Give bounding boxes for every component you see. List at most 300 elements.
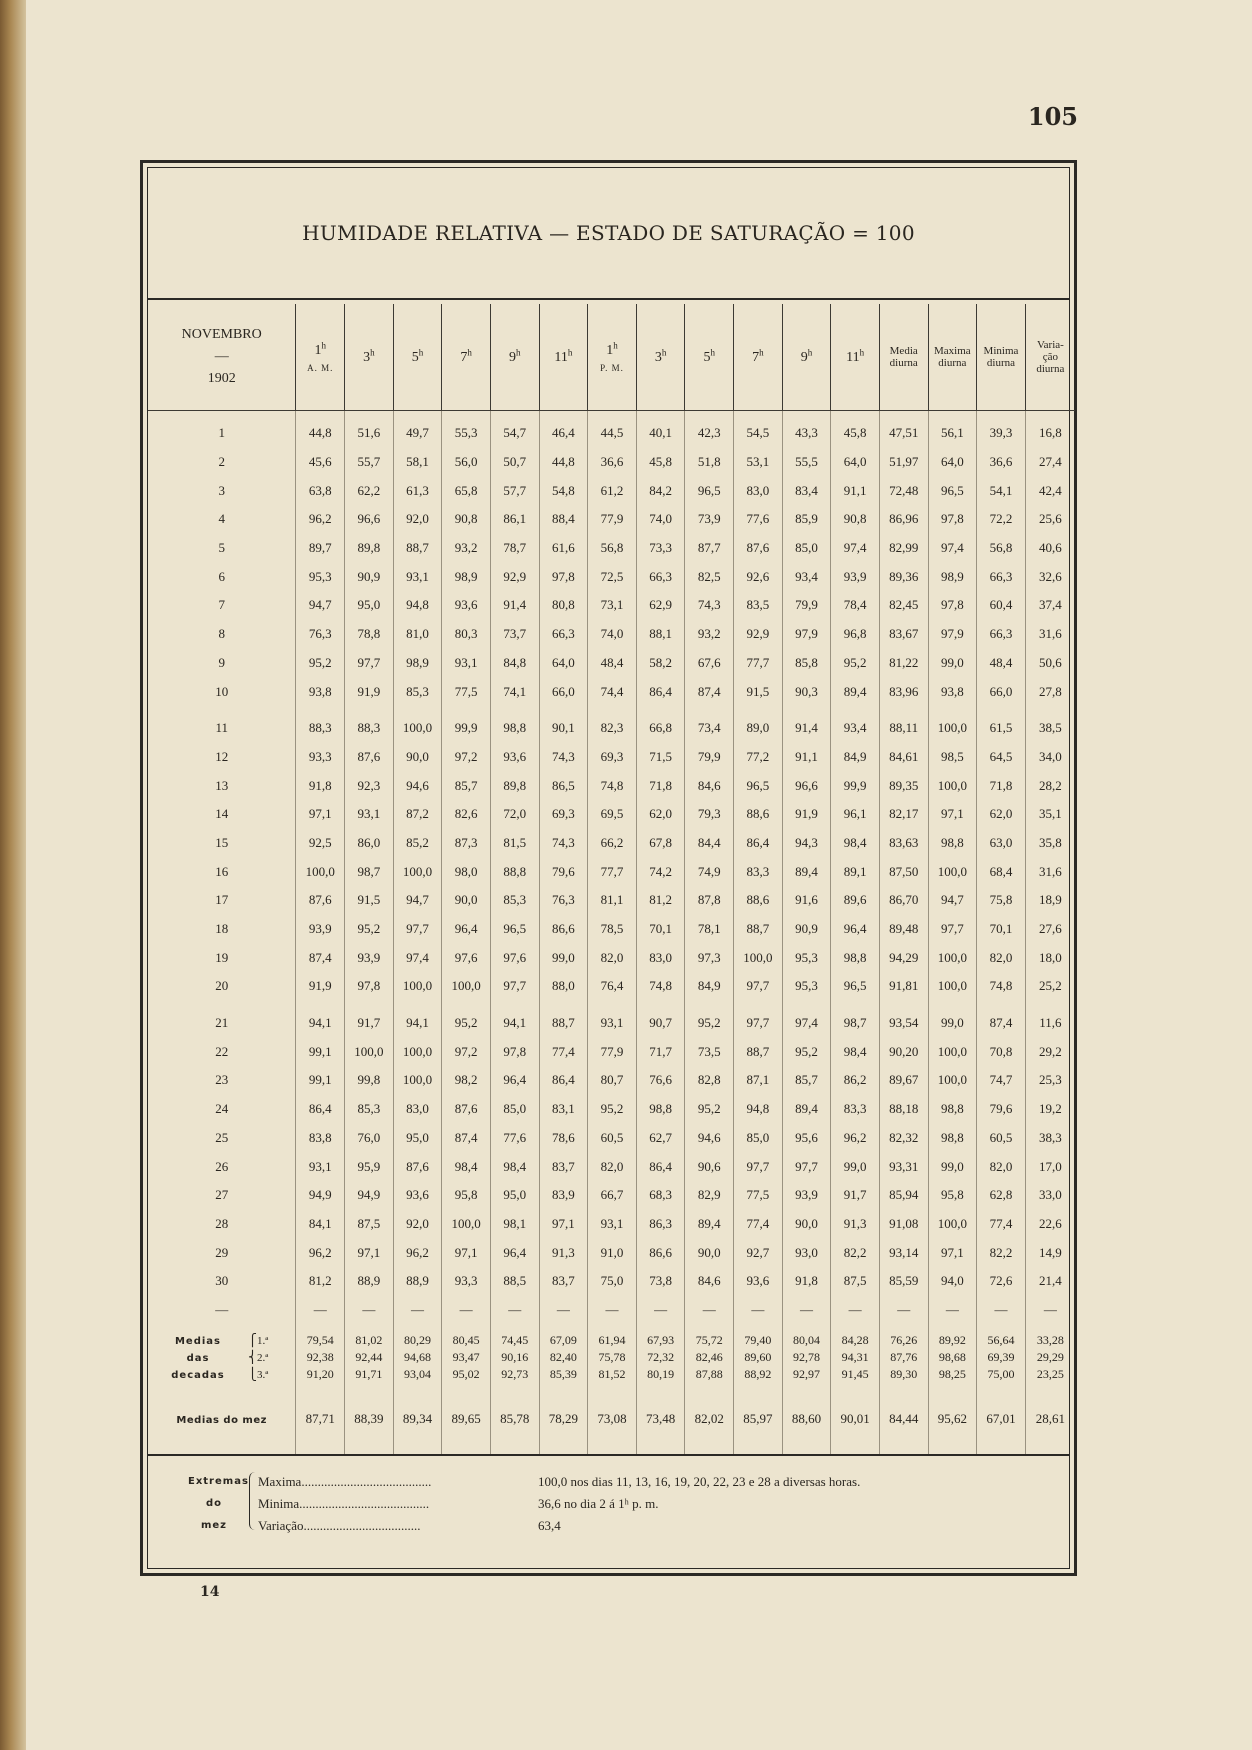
value-cell: 11,6 bbox=[1025, 1009, 1075, 1038]
hour-number: 11 bbox=[846, 350, 860, 366]
decada-value-cell: 67,93 bbox=[636, 1332, 685, 1349]
day-cell: 18 bbox=[215, 921, 229, 937]
value-cell: 83,3 bbox=[831, 1095, 880, 1124]
value-cell: 33,0 bbox=[1025, 1181, 1075, 1210]
hour-header bbox=[345, 304, 394, 411]
page-number: 105 bbox=[1027, 102, 1078, 131]
value-cell: 31,6 bbox=[1025, 857, 1075, 886]
value-cell: 86,1 bbox=[490, 505, 539, 534]
value-cell: 94,0 bbox=[928, 1267, 977, 1296]
value-cell: 90,9 bbox=[345, 562, 394, 591]
value-cell: 28,2 bbox=[1025, 771, 1075, 800]
value-cell: 96,4 bbox=[442, 915, 491, 944]
stat-header-line: Minima bbox=[983, 345, 1019, 357]
spacer-cell bbox=[928, 1001, 977, 1009]
value-cell: 99,0 bbox=[928, 1009, 977, 1038]
value-cell: 94,7 bbox=[296, 591, 345, 620]
spacer-cell bbox=[928, 411, 977, 420]
value-cell: 83,9 bbox=[539, 1181, 588, 1210]
value-cell: 87,2 bbox=[393, 800, 442, 829]
hour-unit: h bbox=[515, 347, 521, 358]
stat-header-line: ção bbox=[1042, 351, 1059, 363]
value-cell: 60,5 bbox=[977, 1124, 1026, 1153]
dash-cell: — bbox=[636, 1296, 685, 1324]
value-cell: 86,2 bbox=[831, 1066, 880, 1095]
value-cell: 97,4 bbox=[831, 534, 880, 563]
title-rule bbox=[148, 298, 1069, 300]
value-cell: 44,5 bbox=[588, 419, 637, 448]
value-cell: 96,4 bbox=[831, 915, 880, 944]
decada-row bbox=[148, 1332, 1075, 1349]
value-cell: 19,2 bbox=[1025, 1095, 1075, 1124]
value-cell: 48,4 bbox=[588, 649, 637, 678]
value-cell: 35,8 bbox=[1025, 829, 1075, 858]
value-cell: 83,4 bbox=[782, 476, 831, 505]
value-cell: 95,2 bbox=[831, 649, 880, 678]
day-cell: 29 bbox=[215, 1244, 229, 1260]
value-cell: 77,5 bbox=[442, 677, 491, 706]
value-cell: 88,18 bbox=[879, 1095, 928, 1124]
day-cell: 19 bbox=[215, 949, 229, 965]
value-cell: 76,3 bbox=[296, 620, 345, 649]
page-title: HUMIDADE RELATIVA — ESTADO DE SATURAÇÃO = 100 bbox=[302, 221, 915, 245]
value-cell: 71,8 bbox=[636, 771, 685, 800]
value-cell: 87,5 bbox=[831, 1267, 880, 1296]
table-row bbox=[148, 677, 1075, 706]
medias-mez-value-cell: 85,78 bbox=[490, 1383, 539, 1455]
decada-ordinal: 2.ª bbox=[257, 1351, 269, 1364]
table-row bbox=[148, 886, 1075, 915]
value-cell: 97,7 bbox=[782, 1152, 831, 1181]
hour-period: P. M. bbox=[600, 363, 624, 374]
value-cell: 95,2 bbox=[685, 1009, 734, 1038]
extremas-minima-value: 36,6 no dia 2 á 1ʰ p. m. bbox=[538, 1496, 659, 1511]
medias-mez-value-cell: 85,97 bbox=[734, 1383, 783, 1455]
spacer-cell bbox=[831, 411, 880, 420]
value-cell: 96,6 bbox=[782, 771, 831, 800]
value-cell: 89,1 bbox=[831, 857, 880, 886]
value-cell: 95,2 bbox=[588, 1095, 637, 1124]
extremas-minima-key: Minima........................................ bbox=[258, 1496, 430, 1511]
value-cell: 76,4 bbox=[588, 972, 637, 1001]
value-cell: 22,6 bbox=[1025, 1210, 1075, 1239]
value-cell: 74,3 bbox=[685, 591, 734, 620]
decada-value-cell: 75,78 bbox=[588, 1349, 637, 1366]
value-cell: 84,8 bbox=[490, 649, 539, 678]
spacer-cell bbox=[442, 1001, 491, 1009]
value-cell: 85,7 bbox=[442, 771, 491, 800]
value-cell: 98,4 bbox=[831, 829, 880, 858]
value-cell: 100,0 bbox=[928, 1037, 977, 1066]
value-cell: 94,8 bbox=[734, 1095, 783, 1124]
decada-group-label: decadas bbox=[171, 1369, 225, 1381]
value-cell: 99,8 bbox=[345, 1066, 394, 1095]
value-cell: 97,7 bbox=[734, 972, 783, 1001]
value-cell: 47,51 bbox=[879, 419, 928, 448]
value-cell: 85,59 bbox=[879, 1267, 928, 1296]
spacer-cell bbox=[685, 411, 734, 420]
extremas-section bbox=[148, 1468, 1075, 1548]
value-cell: 63,0 bbox=[977, 829, 1026, 858]
spacer-cell bbox=[1025, 706, 1075, 714]
value-cell: 66,0 bbox=[539, 677, 588, 706]
hour-unit: h bbox=[567, 347, 573, 358]
value-cell: 89,36 bbox=[879, 562, 928, 591]
stat-header-line: Maxima bbox=[934, 345, 971, 357]
spacer-cell bbox=[1025, 1324, 1075, 1332]
value-cell: 45,8 bbox=[831, 419, 880, 448]
hour-unit: h bbox=[759, 347, 764, 358]
day-cell: 9 bbox=[218, 654, 225, 670]
value-cell: 75,8 bbox=[977, 886, 1026, 915]
value-cell: 61,3 bbox=[393, 476, 442, 505]
value-cell: 73,7 bbox=[490, 620, 539, 649]
value-cell: 90,8 bbox=[831, 505, 880, 534]
spacer-cell bbox=[782, 1001, 831, 1009]
value-cell: 64,0 bbox=[928, 448, 977, 477]
decada-value-cell: 80,29 bbox=[393, 1332, 442, 1349]
value-cell: 85,8 bbox=[782, 649, 831, 678]
value-cell: 98,8 bbox=[928, 1095, 977, 1124]
value-cell: 55,3 bbox=[442, 419, 491, 448]
value-cell: 36,6 bbox=[588, 448, 637, 477]
value-cell: 71,5 bbox=[636, 743, 685, 772]
dash-cell: — bbox=[831, 1296, 880, 1324]
value-cell: 95,8 bbox=[928, 1181, 977, 1210]
value-cell: 93,6 bbox=[734, 1267, 783, 1296]
value-cell: 83,1 bbox=[539, 1095, 588, 1124]
hour-unit: h bbox=[710, 347, 715, 358]
medias-mez-value-cell: 82,02 bbox=[685, 1383, 734, 1455]
value-cell: 97,3 bbox=[685, 943, 734, 972]
value-cell: 78,5 bbox=[588, 915, 637, 944]
value-cell: 98,8 bbox=[636, 1095, 685, 1124]
value-cell: 50,6 bbox=[1025, 649, 1075, 678]
decada-value-cell: 92,38 bbox=[296, 1349, 345, 1366]
value-cell: 96,4 bbox=[490, 1066, 539, 1095]
spacer-cell bbox=[393, 411, 442, 420]
table-row bbox=[148, 829, 1075, 858]
value-cell: 29,2 bbox=[1025, 1037, 1075, 1066]
value-cell: 82,2 bbox=[831, 1238, 880, 1267]
value-cell: 93,1 bbox=[345, 800, 394, 829]
value-cell: 89,35 bbox=[879, 771, 928, 800]
hour-label bbox=[460, 347, 472, 366]
value-cell: 97,9 bbox=[928, 620, 977, 649]
table-row bbox=[148, 800, 1075, 829]
table-row bbox=[148, 505, 1075, 534]
value-cell: 89,4 bbox=[831, 677, 880, 706]
table-row bbox=[148, 714, 1075, 743]
value-cell: 16,8 bbox=[1025, 419, 1075, 448]
hour-header bbox=[490, 304, 539, 411]
decada-value-cell: 33,28 bbox=[1025, 1332, 1075, 1349]
value-cell: 84,2 bbox=[636, 476, 685, 505]
value-cell: 89,8 bbox=[490, 771, 539, 800]
value-cell: 82,17 bbox=[879, 800, 928, 829]
medias-mez-value-cell: 88,60 bbox=[782, 1383, 831, 1455]
value-cell: 57,7 bbox=[490, 476, 539, 505]
value-cell: 99,0 bbox=[928, 649, 977, 678]
value-cell: 56,1 bbox=[928, 419, 977, 448]
hour-number: 3 bbox=[363, 350, 371, 366]
value-cell: 93,3 bbox=[296, 743, 345, 772]
value-cell: 95,3 bbox=[782, 943, 831, 972]
value-cell: 87,5 bbox=[345, 1210, 394, 1239]
value-cell: 92,7 bbox=[734, 1238, 783, 1267]
value-cell: 91,7 bbox=[831, 1181, 880, 1210]
value-cell: 44,8 bbox=[296, 419, 345, 448]
decada-value-cell: 89,92 bbox=[928, 1332, 977, 1349]
value-cell: 79,6 bbox=[539, 857, 588, 886]
value-cell: 93,1 bbox=[442, 649, 491, 678]
value-cell: 94,7 bbox=[928, 886, 977, 915]
spacer-cell bbox=[296, 706, 345, 714]
book-binding bbox=[0, 0, 26, 1750]
decada-value-cell: 92,73 bbox=[490, 1366, 539, 1383]
dash-cell: — bbox=[588, 1296, 637, 1324]
value-cell: 89,4 bbox=[685, 1210, 734, 1239]
decada-group-label: das bbox=[186, 1352, 210, 1364]
decada-value-cell: 94,68 bbox=[393, 1349, 442, 1366]
day-cell: 22 bbox=[215, 1043, 229, 1059]
value-cell: 93,8 bbox=[928, 677, 977, 706]
extremas-label-3: mez bbox=[200, 1520, 228, 1531]
value-cell: 94,29 bbox=[879, 943, 928, 972]
decada-brace: ⎩ bbox=[248, 1366, 257, 1381]
dash-cell: — bbox=[1025, 1296, 1075, 1324]
value-cell: 88,4 bbox=[539, 505, 588, 534]
value-cell: 100,0 bbox=[442, 972, 491, 1001]
day-cell: 12 bbox=[215, 748, 229, 764]
spacer-cell bbox=[734, 1324, 783, 1332]
value-cell: 82,5 bbox=[685, 562, 734, 591]
value-cell: 61,2 bbox=[588, 476, 637, 505]
value-cell: 82,99 bbox=[879, 534, 928, 563]
value-cell: 35,1 bbox=[1025, 800, 1075, 829]
extremas-maxima-value: 100,0 nos dias 11, 13, 16, 19, 20, 22, 23 e 28 a diversas horas. bbox=[538, 1474, 861, 1489]
value-cell: 71,7 bbox=[636, 1037, 685, 1066]
value-cell: 48,4 bbox=[977, 649, 1026, 678]
day-cell: 4 bbox=[218, 511, 225, 527]
stat-header-line: Varia- bbox=[1036, 339, 1064, 351]
medias-mez-row bbox=[148, 1383, 1075, 1455]
value-cell: 72,0 bbox=[490, 800, 539, 829]
table-row bbox=[148, 1238, 1075, 1267]
hour-header bbox=[831, 304, 880, 411]
value-cell: 77,5 bbox=[734, 1181, 783, 1210]
value-cell: 66,3 bbox=[977, 562, 1026, 591]
hour-label bbox=[752, 347, 764, 366]
day-cell: 28 bbox=[215, 1215, 229, 1231]
value-cell: 27,6 bbox=[1025, 915, 1075, 944]
value-cell: 77,4 bbox=[977, 1210, 1026, 1239]
spacer-cell bbox=[345, 1001, 394, 1009]
value-cell: 50,7 bbox=[490, 448, 539, 477]
value-cell: 89,48 bbox=[879, 915, 928, 944]
value-cell: 62,7 bbox=[636, 1124, 685, 1153]
value-cell: 37,4 bbox=[1025, 591, 1075, 620]
medias-mez-value-cell: 28,61 bbox=[1025, 1383, 1075, 1455]
value-cell: 98,4 bbox=[490, 1152, 539, 1181]
value-cell: 39,3 bbox=[977, 419, 1026, 448]
hour-unit: h bbox=[418, 347, 424, 358]
value-cell: 79,9 bbox=[685, 743, 734, 772]
value-cell: 90,7 bbox=[636, 1009, 685, 1038]
spacer-cell bbox=[345, 706, 394, 714]
value-cell: 97,9 bbox=[782, 620, 831, 649]
spacer-cell bbox=[148, 1001, 296, 1009]
value-cell: 97,6 bbox=[442, 943, 491, 972]
day-cell: 10 bbox=[215, 683, 229, 699]
decada-group-label: Medias bbox=[174, 1335, 222, 1347]
day-cell: 30 bbox=[215, 1273, 229, 1289]
hour-number: 1 bbox=[314, 343, 322, 359]
value-cell: 72,48 bbox=[879, 476, 928, 505]
medias-mez-value-cell: 89,65 bbox=[442, 1383, 491, 1455]
value-cell: 100,0 bbox=[928, 943, 977, 972]
value-cell: 84,6 bbox=[685, 1267, 734, 1296]
extremas-variacao-value: 63,4 bbox=[538, 1518, 561, 1533]
value-cell: 94,1 bbox=[490, 1009, 539, 1038]
value-cell: 93,0 bbox=[782, 1238, 831, 1267]
value-cell: 100,0 bbox=[393, 714, 442, 743]
value-cell: 83,63 bbox=[879, 829, 928, 858]
medias-mez-label-cell bbox=[148, 1383, 296, 1455]
hour-unit: h bbox=[613, 340, 618, 351]
value-cell: 74,8 bbox=[636, 972, 685, 1001]
value-cell: 93,2 bbox=[685, 620, 734, 649]
value-cell: 86,4 bbox=[636, 1152, 685, 1181]
value-cell: 72,6 bbox=[977, 1267, 1026, 1296]
hour-number: 3 bbox=[654, 350, 662, 366]
value-cell: 100,0 bbox=[734, 943, 783, 972]
spacer-cell bbox=[539, 706, 588, 714]
decada-value-cell: 75,00 bbox=[977, 1366, 1026, 1383]
hour-label bbox=[846, 347, 865, 366]
spacer-cell bbox=[442, 411, 491, 420]
value-cell: 99,0 bbox=[831, 1152, 880, 1181]
value-cell: 74,0 bbox=[588, 620, 637, 649]
value-cell: 99,9 bbox=[442, 714, 491, 743]
value-cell: 91,5 bbox=[345, 886, 394, 915]
value-cell: 95,2 bbox=[782, 1037, 831, 1066]
spacer-cell bbox=[831, 1324, 880, 1332]
value-cell: 25,6 bbox=[1025, 505, 1075, 534]
value-cell: 98,5 bbox=[928, 743, 977, 772]
decada-value-cell: 23,25 bbox=[1025, 1366, 1075, 1383]
value-cell: 56,8 bbox=[977, 534, 1026, 563]
value-cell: 53,1 bbox=[734, 448, 783, 477]
value-cell: 74,7 bbox=[977, 1066, 1026, 1095]
day-cell: 17 bbox=[215, 892, 229, 908]
decada-value-cell: 89,60 bbox=[734, 1349, 783, 1366]
dash-cell: — bbox=[442, 1296, 491, 1324]
value-cell: 91,8 bbox=[782, 1267, 831, 1296]
value-cell: 97,7 bbox=[734, 1152, 783, 1181]
value-cell: 98,9 bbox=[928, 562, 977, 591]
decada-value-cell: 67,09 bbox=[539, 1332, 588, 1349]
spacer-cell bbox=[977, 411, 1026, 420]
value-cell: 96,2 bbox=[393, 1238, 442, 1267]
value-cell: 55,5 bbox=[782, 448, 831, 477]
value-cell: 62,9 bbox=[636, 591, 685, 620]
value-cell: 83,67 bbox=[879, 620, 928, 649]
value-cell: 82,8 bbox=[685, 1066, 734, 1095]
value-cell: 93,3 bbox=[442, 1267, 491, 1296]
value-cell: 64,0 bbox=[539, 649, 588, 678]
value-cell: 93,8 bbox=[296, 677, 345, 706]
value-cell: 78,8 bbox=[345, 620, 394, 649]
spacer-cell bbox=[393, 1001, 442, 1009]
hour-header bbox=[393, 304, 442, 411]
decada-label-cell bbox=[148, 1349, 296, 1366]
value-cell: 99,9 bbox=[831, 771, 880, 800]
decada-ordinal: 3.ª bbox=[257, 1368, 269, 1381]
value-cell: 86,96 bbox=[879, 505, 928, 534]
spacer-cell bbox=[831, 1001, 880, 1009]
value-cell: 97,1 bbox=[539, 1210, 588, 1239]
value-cell: 84,1 bbox=[296, 1210, 345, 1239]
value-cell: 82,0 bbox=[588, 1152, 637, 1181]
value-cell: 98,8 bbox=[490, 714, 539, 743]
table-row bbox=[148, 771, 1075, 800]
value-cell: 82,3 bbox=[588, 714, 637, 743]
value-cell: 93,1 bbox=[588, 1009, 637, 1038]
value-cell: 96,4 bbox=[490, 1238, 539, 1267]
spacer-cell bbox=[1025, 1001, 1075, 1009]
value-cell: 87,4 bbox=[442, 1124, 491, 1153]
value-cell: 86,70 bbox=[879, 886, 928, 915]
value-cell: 87,6 bbox=[345, 743, 394, 772]
medias-mez-label: Medias do mez bbox=[176, 1414, 267, 1426]
decada-value-cell: 81,52 bbox=[588, 1366, 637, 1383]
value-cell: 88,7 bbox=[539, 1009, 588, 1038]
value-cell: 87,6 bbox=[442, 1095, 491, 1124]
value-cell: 91,6 bbox=[782, 886, 831, 915]
spacer-cell bbox=[734, 706, 783, 714]
table-row bbox=[148, 1267, 1075, 1296]
value-cell: 91,9 bbox=[345, 677, 394, 706]
value-cell: 64,5 bbox=[977, 743, 1026, 772]
value-cell: 83,7 bbox=[539, 1152, 588, 1181]
value-cell: 74,4 bbox=[588, 677, 637, 706]
value-cell: 96,6 bbox=[345, 505, 394, 534]
medias-mez-value-cell: 73,08 bbox=[588, 1383, 637, 1455]
value-cell: 97,6 bbox=[490, 943, 539, 972]
value-cell: 51,8 bbox=[685, 448, 734, 477]
value-cell: 83,8 bbox=[296, 1124, 345, 1153]
value-cell: 83,0 bbox=[636, 943, 685, 972]
value-cell: 90,8 bbox=[442, 505, 491, 534]
value-cell: 73,8 bbox=[636, 1267, 685, 1296]
value-cell: 85,0 bbox=[782, 534, 831, 563]
day-cell: 25 bbox=[215, 1129, 229, 1145]
day-cell: 1 bbox=[218, 425, 225, 441]
value-cell: 77,6 bbox=[490, 1124, 539, 1153]
decada-value-cell: 91,71 bbox=[345, 1366, 394, 1383]
hour-header bbox=[442, 304, 491, 411]
value-cell: 66,3 bbox=[977, 620, 1026, 649]
day-cell: 2 bbox=[218, 454, 225, 470]
hour-unit: h bbox=[859, 347, 865, 358]
value-cell: 86,3 bbox=[636, 1210, 685, 1239]
table-row bbox=[148, 972, 1075, 1001]
decada-ordinal: 1.ª bbox=[257, 1334, 269, 1347]
value-cell: 98,8 bbox=[928, 829, 977, 858]
spacer-cell bbox=[296, 1001, 345, 1009]
value-cell: 94,3 bbox=[782, 829, 831, 858]
